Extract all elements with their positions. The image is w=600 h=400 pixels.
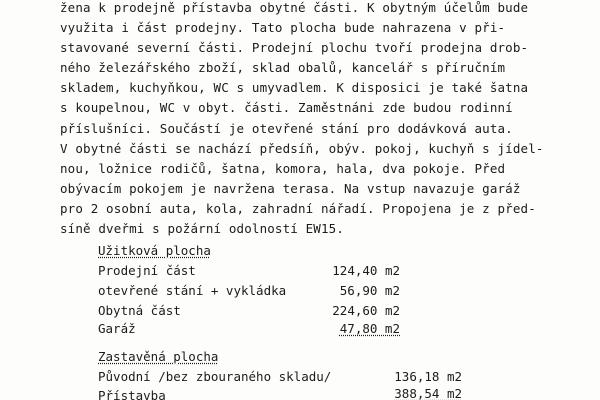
uzitkova-plocha-title: Užitková plocha [98, 243, 211, 258]
uzitkova-row-value: 47,80 m2 [339, 321, 400, 336]
paragraph-line: s koupelnou, WC v obyt. části. Zaměstnáni zde budou rodinní [60, 100, 513, 116]
uzitkova-row-label: otevřené stání + vykládka [98, 283, 287, 298]
paragraph-line: ného železářského zboží, sklad obalů, kancelář s příručním [60, 60, 506, 76]
paragraph-line: obývacím pokojem je navržena terasa. Na vstup navazuje garáž [60, 180, 521, 196]
paragraph-line: využita i část prodejny. Tato plocha bude nahrazena v při- [60, 20, 506, 36]
paragraph-line: pro 2 osobní auta, kola, zahradní nářadí. Propojena je z před- [60, 200, 536, 216]
uzitkova-row-value: 124,40 m2 [332, 263, 400, 278]
description-paragraph [60, 0, 580, 239]
uzitkova-row-value: 224,60 m2 [332, 303, 400, 318]
uzitkova-row-label: Obytná část [98, 303, 181, 318]
paragraph-line: příslušníci. Součástí je otevřené stání pro dodávková auta. [60, 120, 513, 136]
uzitkova-row-label: Garáž [98, 321, 136, 336]
uzitkova-row-label: Prodejní část [98, 263, 196, 278]
paragraph-line: síně dveřmi s požární odolností EW15. [60, 221, 344, 237]
paragraph-line: nou, ložnice rodičů, šatna, komora, hala, dva pokoje. Před [60, 160, 506, 176]
zastavena-row-label: Přístavba [98, 388, 166, 400]
paragraph-line: V obytné části se nachází předsíň, obýv. pokoj, kuchyň s jídel- [60, 140, 544, 156]
zastavena-plocha-title: Zastavěná plocha [98, 349, 219, 364]
paragraph-line: stavované severní části. Prodejní plochu tvoří prodejna drob- [60, 40, 529, 56]
paragraph-line: skladem, kuchyňkou, WC s umyvadlem. K disposici je také šatna [60, 80, 529, 96]
zastavena-row-value: 388,54 m2 [394, 386, 462, 400]
zastavena-row-label: Původní /bez zbouraného skladu/ [98, 369, 332, 384]
paragraph-line: žena k prodejně přístavba obytné části. K obytným účelům bude [60, 0, 529, 15]
uzitkova-row-value: 56,90 m2 [339, 283, 400, 298]
zastavena-row-value: 136,18 m2 [394, 369, 462, 384]
